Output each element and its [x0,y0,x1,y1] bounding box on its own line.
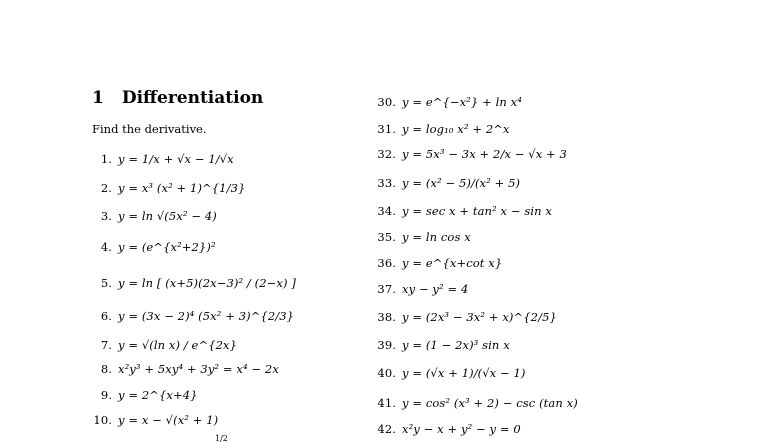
problem-item: 40. y = (√x + 1)/(√x − 1) [377,366,526,380]
problem-item: 38. y = (2x³ − 3x² + x)^{2/5} [377,310,557,324]
section-title: Differentiation [121,88,264,108]
section-heading [92,88,263,108]
problem-item: 35. y = ln cos x [377,230,471,244]
problem-item: 34. y = sec x + tan² x − sin x [377,204,552,218]
problem-item: 41. y = cos² (x³ + 2) − csc (tan x) [377,396,578,410]
problem-item: 4. y = (e^{x²+2})² [100,240,216,254]
problem-item: 9. y = 2^{x+4} [100,388,198,402]
problem-item: 2. y = x³ (x² + 1)^{1/3} [100,181,246,195]
problem-item: 5. y = ln [ (x+5)(2x−3)² / (2−x) ] [100,276,296,290]
problem-item: 32. y = 5x³ − 3x + 2/x − √x + 3 [377,147,567,161]
problem-item: 6. y = (3x − 2)⁴ (5x² + 3)^{2/3} [100,309,295,323]
section-number: 1 [92,88,104,108]
problem-item: 3. y = ln √(5x² − 4) [100,209,217,223]
problem-item: 39. y = (1 − 2x)³ sin x [377,338,510,352]
problem-item: 42. x²y − x + y² − y = 0 [377,422,521,436]
problem-item: 7. y = √(ln x) / e^{2x} [100,338,238,352]
problem-item: 30. y = e^{−x²} + ln x⁴ [377,95,522,109]
problem-item: 37. xy − y² = 4 [377,282,469,296]
problem-item: 36. y = e^{x+cot x} [377,256,503,270]
problem-item: 1. y = 1/x + √x − 1/√x [100,152,234,166]
problem-item: 33. y = (x² − 5)/(x² + 5) [377,176,521,190]
problem-item: 31. y = log₁₀ x² + 2^x [377,122,510,136]
instruction-text: Find the derivative. [92,122,207,136]
problem-item: 10. y = x − √(x² + 1) [93,413,219,427]
cut-off-fragment: 1/2 [215,434,228,443]
problem-item: 8. x²y³ + 5xy⁴ + 3y² = x⁴ − 2x [100,362,279,376]
